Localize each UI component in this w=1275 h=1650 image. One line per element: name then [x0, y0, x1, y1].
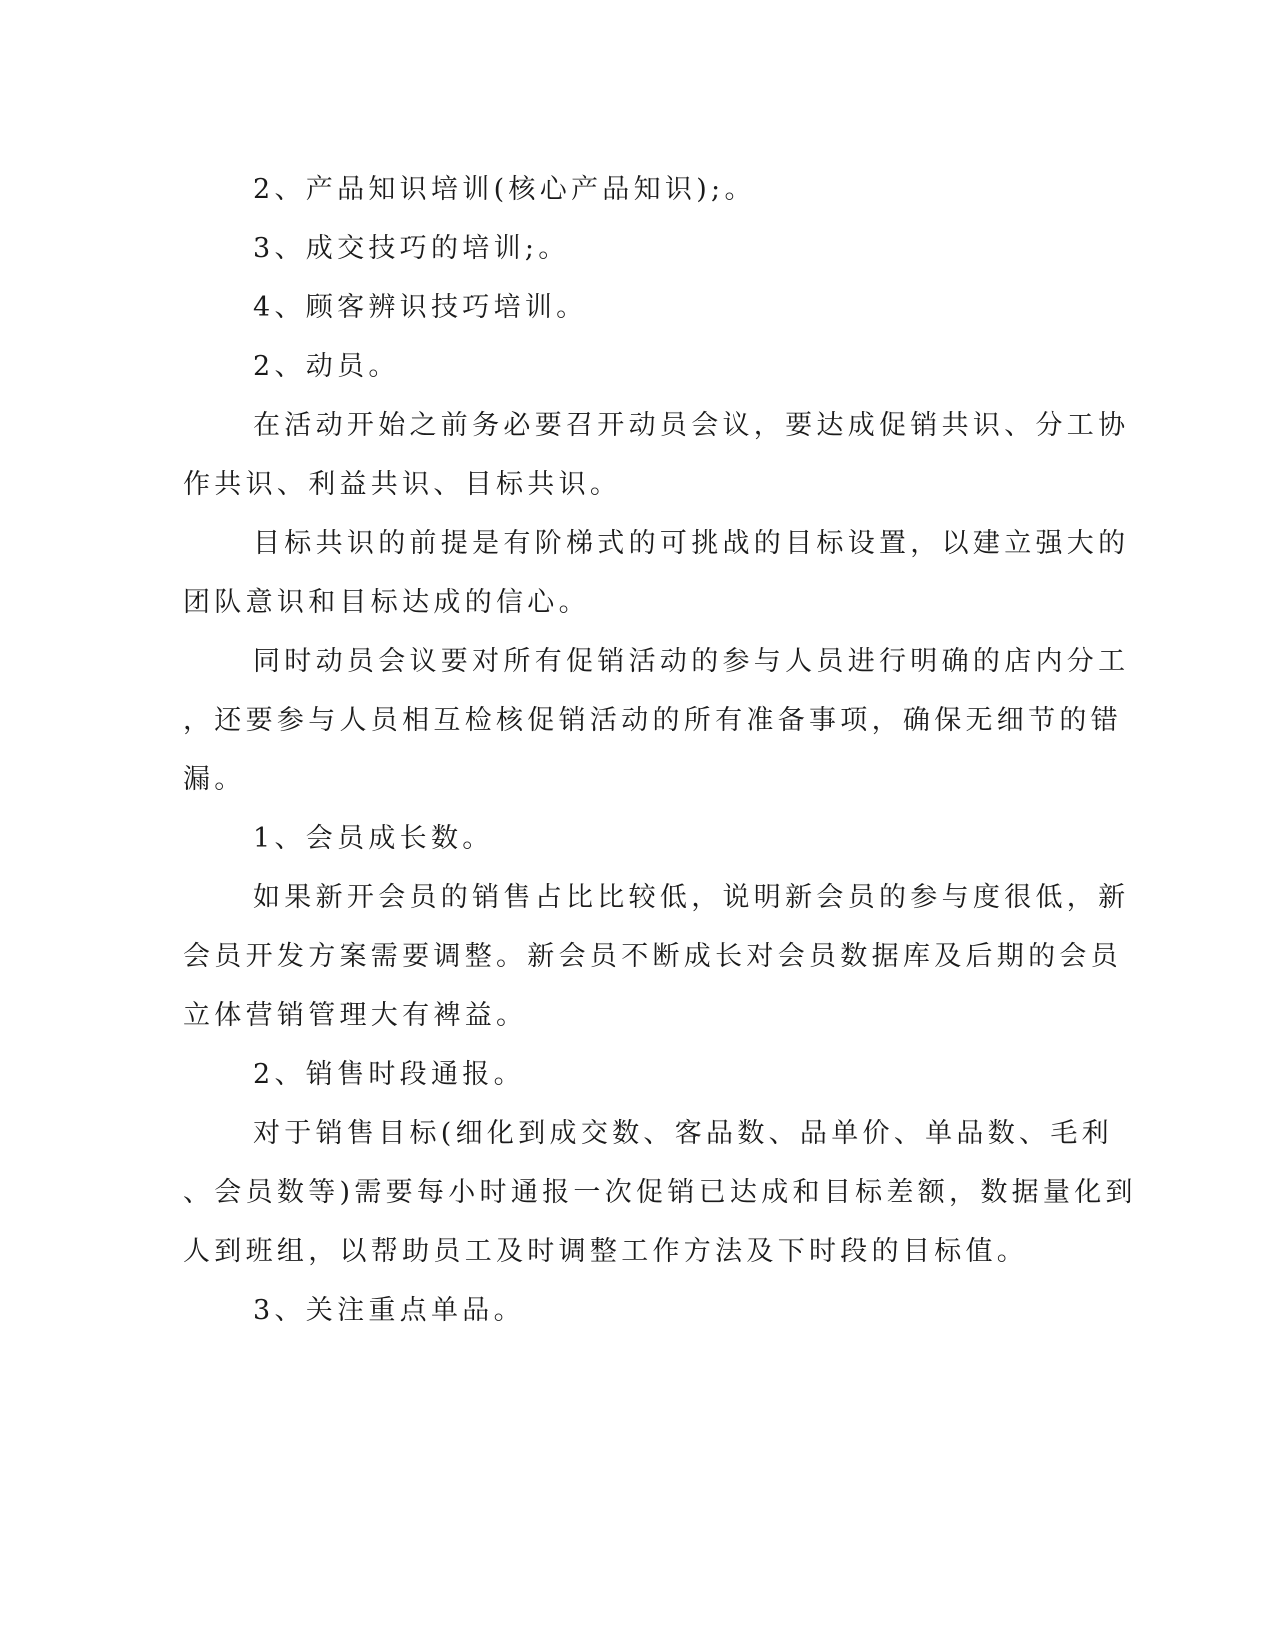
paragraph [183, 1281, 1033, 1340]
paragraph [183, 632, 1130, 809]
paragraph [183, 514, 1130, 632]
paragraph-line: 2、动员。 [253, 351, 400, 382]
paragraph-line: 作共识、利益共识、目标共识。 [183, 469, 622, 500]
paragraph [183, 337, 1033, 396]
paragraph-line: 人到班组，以帮助员工及时调整工作方法及下时段的目标值。 [183, 1236, 1029, 1267]
paragraph-line: 1、会员成长数。 [253, 823, 494, 854]
paragraph-line: 4、顾客辨识技巧培训。 [253, 292, 588, 323]
paragraph-line: 、会员数等)需要每小时通报一次促销已达成和目标差额，数据量化到 [183, 1177, 1137, 1208]
paragraph-line: 会员开发方案需要调整。新会员不断成长对会员数据库及后期的会员 [183, 941, 1122, 972]
paragraph [183, 278, 1033, 337]
paragraph-line: ，还要参与人员相互检核促销活动的所有准备事项，确保无细节的错 [183, 705, 1122, 736]
paragraph-line: 2、销售时段通报。 [253, 1059, 525, 1090]
paragraph-line: 目标共识的前提是有阶梯式的可挑战的目标设置，以建立强大的 [253, 528, 1130, 559]
paragraph-line: 3、成交技巧的培训;。 [253, 233, 570, 264]
paragraph [183, 160, 1033, 219]
paragraph-line: 3、关注重点单品。 [253, 1295, 525, 1326]
paragraph-line: 漏。 [183, 764, 246, 795]
paragraph [183, 868, 1130, 1045]
paragraph [183, 396, 1130, 514]
paragraph-line: 团队意识和目标达成的信心。 [183, 587, 590, 618]
paragraph-line: 在活动开始之前务必要召开动员会议，要达成促销共识、分工协 [253, 410, 1130, 441]
paragraph [183, 809, 1033, 868]
paragraph [183, 1045, 1033, 1104]
paragraph [183, 1104, 1137, 1281]
paragraph-line: 立体营销管理大有裨益。 [183, 1000, 528, 1031]
document-body [183, 160, 1137, 1340]
paragraph [183, 219, 1033, 278]
paragraph-line: 同时动员会议要对所有促销活动的参与人员进行明确的店内分工 [253, 646, 1130, 677]
paragraph-line: 2、产品知识培训(核心产品知识);。 [253, 174, 756, 205]
paragraph-line: 如果新开会员的销售占比比较低，说明新会员的参与度很低，新 [253, 882, 1130, 913]
paragraph-line: 对于销售目标(细化到成交数、客品数、品单价、单品数、毛利 [253, 1118, 1113, 1149]
